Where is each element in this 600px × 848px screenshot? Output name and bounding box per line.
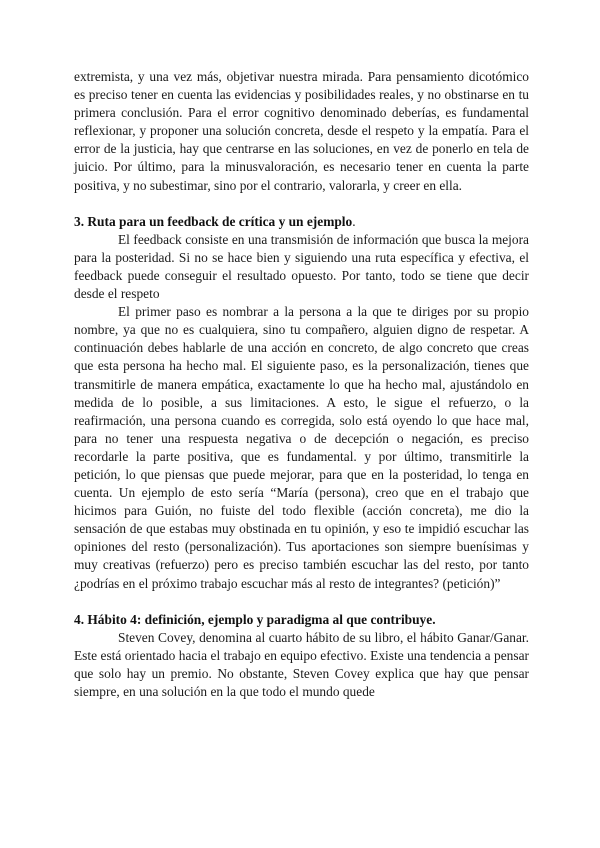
section-spacer: [74, 195, 529, 213]
section-4-heading: 4. Hábito 4: definición, ejemplo y paradigma al que contribuye.: [74, 611, 436, 627]
section-3-heading-suffix: .: [352, 213, 356, 229]
section-3-paragraph-1: El feedback consiste en una transmisión de información que busca la mejora para la posteridad. Si no se hace bien y siguiendo una ruta específica y efectiva, el feedback puede conseguir el resultado opuesto. Por tanto, todo se tiene que decir desde el respeto: [74, 231, 529, 302]
section-4-paragraph-1: Steven Covey, denomina al cuarto hábito de su libro, el hábito Ganar/Ganar. Este está orientado hacia el trabajo en equipo efectivo. Existe una tendencia a pensar que solo hay un premio. No obstante, Steven Covey explica que hay que pensar siempre, en una solución en la que todo el mundo quede: [74, 629, 529, 699]
section-3-heading-text: 3. Ruta para un feedback de crítica y un ejemplo: [74, 213, 353, 229]
section-spacer: [74, 593, 529, 611]
section-3-paragraph-2: El primer paso es nombrar a la persona a la que te diriges por su propio nombre, ya que no es cualquiera, sino tu compañero, alguien digno de respetar. A continuación debes hablarle de una acción en concreto, de algo concreto que creas que esta persona ha hecho mal. El siguiente paso, es la personalización, tienes que transmitirle de manera empática, exactamente lo que ha hecho mal, ajustándolo en medida de lo posible, a sus limitaciones. A esto, le sigue el refuerzo, o la reafirmación, una persona cuando es corregida, solo está oyendo lo que hace mal, para no tener una respuesta negativa o de decepción o negación, es preciso recordarle la parte positiva, que es fundamental. y por último, transmitirle la petición, lo que piensas que puede mejorar, para que en la posteridad, lo tenga en cuenta. Un ejemplo de esto sería “María (persona), creo que en el trabajo que hicimos para Guión, no fuiste del todo flexible (acción concreta), me dio la sensación de que estabas muy obstinada en tu opinión, y eso te impidió escuchar las opiniones del resto (personalización). Tus aportaciones son siempre buenísimas y muy creativas (refuerzo) pero es preciso también escuchar las del resto, por tanto ¿podrías en el próximo trabajo escuchar más al resto de integrantes? (petición)”: [74, 304, 529, 591]
continuation-paragraph: extremista, y una vez más, objetivar nuestra mirada. Para pensamiento dicotómico es preciso tener en cuenta las evidencias y posibilidades reales, y no obstinarse en tu primera conclusión. Para el error cognitivo denominado deberías, es fundamental reflexionar, y proponer una solución concreta, desde el respeto y la empatía. Para el error de la justicia, hay que centrarse en las soluciones, en vez de ponerlo en tela de juicio. Por último, para la minusvaloración, es necesario tener en cuenta la parte positiva, y no subestimar, sino por el contrario, valorarla, y creer en ella.: [74, 69, 529, 193]
page-content: [74, 68, 529, 701]
section-3-heading: [74, 213, 529, 231]
